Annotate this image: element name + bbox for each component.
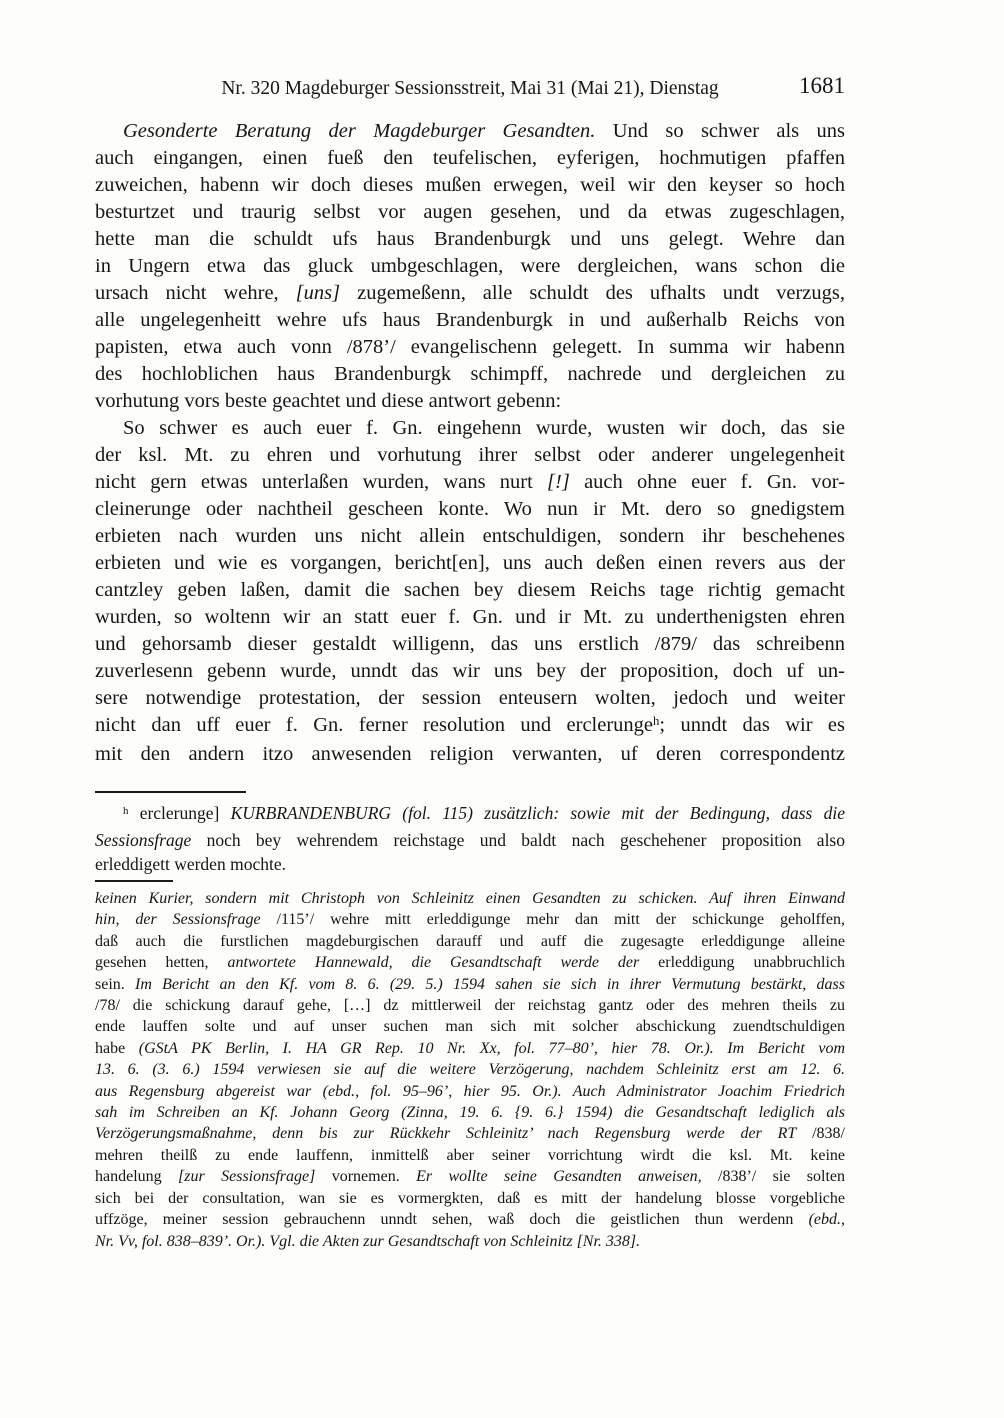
text-line (95, 741, 845, 768)
text-segment: mehren theilß zu ende lauffenn, inmittelß aber seiner vorrichtung wirdt die ksl. Mt. keine (95, 1146, 845, 1164)
text-segment: papisten, etwa auch vonn /878’/ evangelischenn gelegett. In summa wir habenn (95, 336, 845, 358)
text-segment: und gehorsamb dieser gestaldt willigenn, das uns erstlich /879/ das schreibenn (95, 633, 845, 655)
apparatus-separator-rule (95, 791, 246, 793)
footnote-separator-rule (95, 880, 173, 882)
text-line (95, 577, 845, 604)
footnote-continuation (95, 888, 845, 1252)
text-line (95, 199, 845, 226)
text-line (95, 415, 845, 442)
text-segment: mit den andern itzo anwesenden religion verwanten, uf deren correspondentz (95, 743, 845, 765)
text-line (95, 1059, 845, 1080)
text-line (95, 469, 845, 496)
text-segment: /838’/ sie solten (701, 1168, 845, 1186)
text-line (95, 1231, 845, 1252)
italic-text-segment: hin, der Sessionsfrage (95, 911, 261, 929)
text-line (95, 523, 845, 550)
text-line (95, 685, 845, 712)
italic-text-segment: (GStA PK Berlin, I. HA GR Rep. 10 Nr. Xx, fol. 77–80’, hier 78. Or.). Im Bericht vom (138, 1039, 845, 1057)
text-segment: nicht gern etwas unterlaßen wurden, wans nurt (95, 471, 548, 493)
text-line (95, 952, 845, 973)
text-segment: sere notwendige protestation, der session enteusern wolten, jedoch und weiter (95, 687, 845, 709)
text-line (95, 1123, 845, 1144)
text-line (95, 388, 845, 415)
text-line (95, 1166, 845, 1187)
text-segment: daß auch die furstlichen magdeburgischen darauff und auff die zugesagte erleddigunge alleine (95, 932, 845, 950)
text-line (95, 280, 845, 307)
text-line (95, 550, 845, 577)
text-line (95, 1145, 845, 1166)
text-line (95, 226, 845, 253)
text-line (95, 1102, 845, 1123)
text-line (95, 1016, 845, 1037)
text-line (95, 145, 845, 172)
text-line (95, 496, 845, 523)
text-line (95, 1038, 845, 1059)
text-segment: auch ohne euer f. Gn. vor- (569, 471, 845, 493)
text-segment: ; unndt das wir es (659, 714, 845, 736)
text-segment: cleinerunge oder nachtheil gescheen konte. Wo nun ir Mt. dero so gnedigstem (95, 498, 845, 520)
text-line (95, 442, 845, 469)
text-line (95, 931, 845, 952)
text-line (95, 172, 845, 199)
italic-text-segment: antwortete Hannewald, die Gesandtschaft werde der (227, 954, 640, 972)
running-title: Nr. 320 Magdeburger Sessionsstreit, Mai 31 (Mai 21), Dienstag (221, 78, 719, 99)
text-line (95, 1188, 845, 1209)
italic-text-segment: Er wollte seine Gesandten anweisen, (416, 1168, 702, 1186)
italic-text-segment: Nr. Vv, fol. 838–839’. Or.). Vgl. die Akten zur Gesandtschaft von Schleinitz [Nr. 338]. (95, 1232, 641, 1250)
text-line (95, 909, 845, 930)
italic-text-segment: [uns] (295, 282, 341, 304)
italic-text-segment: sah im Schreiben an Kf. Johann Georg (Zinna, 19. 6. {9. 6.} 1594) die Gesandtschaft lediglich als (95, 1104, 845, 1122)
italic-text-segment: [zur Sessionsfrage] (178, 1168, 316, 1186)
text-segment: /838/ (796, 1125, 845, 1143)
text-segment: uffzöge, meiner session gebrauchenn unndt sehen, waß doch die geistlichen thun werdenn (95, 1211, 809, 1229)
text-line (95, 828, 845, 852)
text-segment: ursach nicht wehre, (95, 282, 296, 304)
footnote-reference-mark: h (123, 804, 129, 817)
text-segment: So schwer es auch euer f. Gn. eingehenn wurde, wusten wir doch, das sie (123, 417, 845, 439)
text-segment: erleddigung unabbruchlich (639, 954, 845, 972)
text-line (95, 852, 845, 876)
text-segment: /115’/ wehre mitt erleddigunge mehr dan mitt der schickunge geholffen, (260, 911, 845, 929)
text-segment: nicht dan uff euer f. Gn. ferner resolution und erclerunge (95, 714, 654, 736)
text-line (95, 995, 845, 1016)
italic-text-segment: Gesonderte Beratung der Magdeburger Gesandten. (123, 120, 596, 142)
text-line (95, 1081, 845, 1102)
text-segment: wurden, so woltenn wir an statt euer f. Gn. und ir Mt. zu underthenigsten ehren (95, 606, 845, 628)
text-line (95, 118, 845, 145)
text-segment: besturtzet und traurig selbst vor augen gesehen, und da etwas zugeschlagen, (95, 201, 845, 223)
text-line (95, 1209, 845, 1230)
text-line (95, 974, 845, 995)
italic-text-segment: 13. 6. (3. 6.) 1594 verwiesen sie auf die weitere Verzögerung, nachdem Schleinitz erst am 12. 6. (95, 1061, 845, 1079)
text-segment: vorhutung vors beste geachtet und diese antwort gebenn: (95, 390, 562, 412)
apparatus-note-h (95, 801, 845, 876)
text-segment: ende lauffen solte und auf unser suchen man sich mit solcher abschickung zuendtschuldigen (95, 1018, 845, 1036)
text-segment: des hochloblichen haus Brandenburgk schimpff, nachrede und dergleichen zu (95, 363, 845, 385)
text-line (95, 361, 845, 388)
paragraph-deliberation (95, 118, 845, 415)
text-segment: vornemen. (315, 1168, 417, 1186)
text-segment: noch bey wehrendem reichstage und baldt nach geschehener proposition also (191, 830, 845, 850)
text-segment: cantzley geben laßen, damit die sachen bey diesem Reichs tage richtig gemacht (95, 579, 845, 601)
footnote-reference-mark: h (653, 713, 660, 728)
text-segment: in Ungern etwa das gluck umbgeschlagen, were dergleichen, wans schon die (95, 255, 845, 277)
text-segment: sein. (95, 975, 136, 993)
main-text (95, 118, 845, 768)
text-segment: erclerunge] (128, 803, 231, 823)
italic-text-segment: aus Regensburg abgereist war (ebd., fol. 95–96’, hier 95. Or.). Auch Administrator Joachim Friedrich (95, 1082, 845, 1100)
text-segment: handelung (95, 1168, 179, 1186)
text-segment: hette man die schuldt ufs haus Brandenburgk und uns gelegt. Wehre dan (95, 228, 845, 250)
text-segment: sich bei der consultation, wan sie es vormergkten, daß es mitt der handelung blosse vorgebliche (95, 1189, 845, 1207)
text-segment: Und so schwer als uns (595, 120, 845, 142)
text-segment: gesehen hetten, (95, 954, 228, 972)
text-line (95, 631, 845, 658)
text-line (95, 801, 845, 828)
italic-text-segment: Im Bericht an den Kf. vom 8. 6. (29. 5.) 1594 sahen sie sich in ihrer Vermutung bestärkt, dass (135, 975, 845, 993)
text-line (95, 604, 845, 631)
text-segment: erbieten nach wurden uns nicht allein entschuldigen, sondern ihr beschehenes (95, 525, 845, 547)
text-segment: /78/ die schickung darauf gehe, […] dz mittlerweil der reichstag gantz oder des mehren theils zu (95, 997, 845, 1015)
text-line (95, 253, 845, 280)
italic-text-segment: KURBRANDENBURG (fol. 115) zusätzlich: sowie mit der Bedingung, dass die (230, 803, 845, 823)
italic-text-segment: keinen Kurier, sondern mit Christoph von Schleinitz einen Gesandten zu schicken. Auf ihren Einwand (95, 890, 845, 907)
text-segment: erleddigett werden mochte. (95, 854, 286, 874)
italic-text-segment: Verzögerungsmaßnahme, denn bis zur Rückkehr Schleinitz’ nach Regensburg werde der RT (95, 1125, 797, 1143)
page-number: 1681 (799, 73, 845, 98)
text-segment: zuverlesenn gebenn wurde, unndt das wir uns bey der proposition, doch uf un- (95, 660, 845, 682)
text-segment: alle ungelegenheitt wehre ufs haus Brandenburgk in und außerhalb Reichs von (95, 309, 845, 331)
text-segment: erbieten und wie es vorgangen, bericht[en], uns auch deßen einen revers aus der (95, 552, 845, 574)
text-line (95, 658, 845, 685)
text-line (95, 712, 845, 741)
text-line (95, 888, 845, 909)
text-segment: der ksl. Mt. zu ehren und vorhutung ihrer selbst oder anderer ungelegenheit (95, 444, 845, 466)
running-header (95, 73, 845, 104)
text-segment: zugemeßenn, alle schuldt des ufhalts undt verzugs, (340, 282, 845, 304)
italic-text-segment: Sessionsfrage (95, 830, 192, 850)
text-line (95, 307, 845, 334)
italic-text-segment: [!] (547, 471, 570, 493)
paragraph-answer (95, 415, 845, 768)
text-segment: zuweichen, habenn wir doch dieses mußen erwegen, weil wir den keyser so hoch (95, 174, 845, 196)
italic-text-segment: (ebd., (808, 1211, 845, 1229)
text-segment: habe (95, 1039, 139, 1057)
text-line (95, 334, 845, 361)
text-segment: auch eingangen, einen fueß den teufelischen, eyferigen, hochmutigen pfaffen (95, 147, 845, 169)
